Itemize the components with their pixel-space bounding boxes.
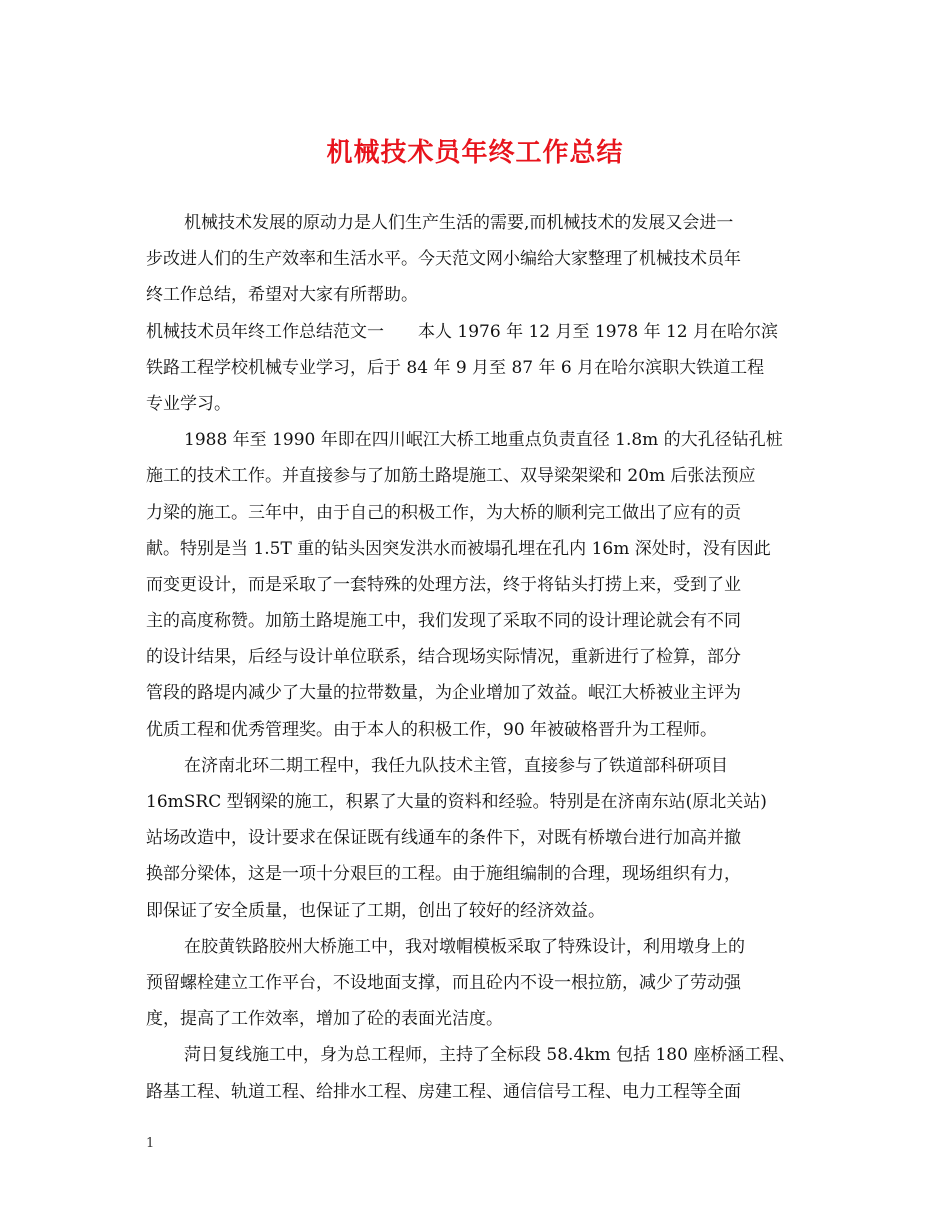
text-line: 献。特别是当 1.5T 重的钻头因突发洪水而被塌孔埋在孔内 16m 深处时，没有因此 (146, 538, 771, 559)
text-line: 机械技术发展的原动力是人们生产生活的需要,而机械技术的发展又会进一 (184, 213, 734, 233)
document-body (146, 205, 826, 1110)
text-line: 的设计结果，后经与设计单位联系，结合现场实际情况，重新进行了检算，部分 (146, 647, 741, 668)
text-line: 终工作总结，希望对大家有所帮助。 (146, 285, 418, 306)
text-line: 在胶黄铁路胶州大桥施工中，我对墩帽模板采取了特殊设计，利用墩身上的 (184, 936, 745, 957)
text-line: 16mSRC 型钢梁的施工，积累了大量的资料和经验。特别是在济南东站(原北关站) (146, 792, 767, 812)
text-line: 步改进人们的生产效率和生活水平。今天范文网小编给大家整理了机械技术员年 (146, 249, 741, 270)
text-line: 预留螺栓建立工作平台，不设地面支撑，而且砼内不设一根拉筋，减少了劳动强 (146, 972, 741, 993)
text-line: 铁路工程学校机械专业学习，后于 84 年 9 月至 87 年 6 月在哈尔滨职大铁道工程 (146, 357, 765, 378)
text-line: 机械技术员年终工作总结范文一 本人 1976 年 12 月至 1978 年 12 月在哈尔滨 (146, 321, 779, 342)
text-line: 主的高度称赞。加筋土路堤施工中，我们发现了采取不同的设计理论就会有不同 (146, 611, 741, 632)
text-line: 路基工程、轨道工程、给排水工程、房建工程、通信信号工程、电力工程等全面 (146, 1081, 741, 1102)
text-line: 即保证了安全质量，也保证了工期，创出了较好的经济效益。 (146, 900, 605, 921)
text-line: 度，提高了工作效率，增加了砼的表面光洁度。 (146, 1009, 503, 1030)
text-line: 1988 年至 1990 年即在四川岷江大桥工地重点负责直径 1.8m 的大孔径钻孔桩 (184, 430, 783, 451)
page-number: 1 (146, 1136, 155, 1151)
text-line: 菏日复线施工中，身为总工程师，主持了全标段 58.4km 包括 180 座桥涵工程、 (184, 1045, 796, 1066)
text-line: 施工的技术工作。并直接参与了加筋土路堤施工、双导梁架梁和 20m 后张法预应 (146, 466, 756, 487)
text-line: 站场改造中，设计要求在保证既有线通车的条件下，对既有桥墩台进行加高并撤 (146, 828, 741, 849)
text-line: 而变更设计，而是采取了一套特殊的处理方法，终于将钻头打捞上来，受到了业 (146, 574, 741, 595)
text-line: 专业学习。 (146, 393, 231, 414)
text-line: 力梁的施工。三年中，由于自己的积极工作，为大桥的顺利完工做出了应有的贡 (146, 502, 741, 523)
text-line: 在济南北环二期工程中，我任九队技术主管，直接参与了铁道部科研项目 (184, 755, 728, 776)
text-line: 管段的路堤内减少了大量的拉带数量，为企业增加了效益。岷江大桥被业主评为 (146, 683, 741, 704)
text-line: 换部分梁体，这是一项十分艰巨的工程。由于施组编制的合理，现场组织有力， (146, 864, 741, 885)
document-title: 机械技术员年终工作总结 (326, 138, 624, 168)
text-line: 优质工程和优秀管理奖。由于本人的积极工作，90 年被破格晋升为工程师。 (146, 719, 718, 740)
